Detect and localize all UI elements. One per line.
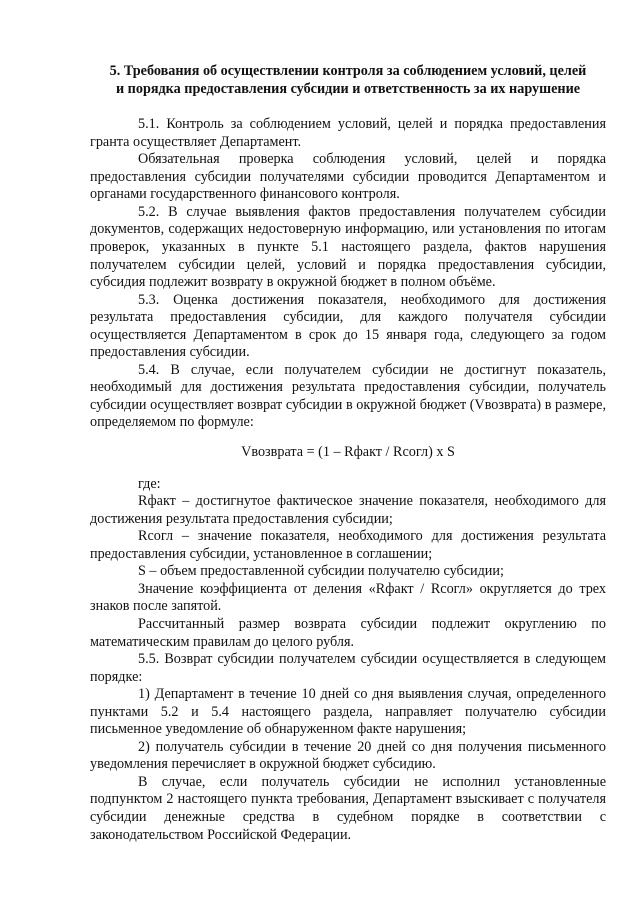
paragraph-5-3: 5.3. Оценка достижения показателя, необходимого для достижения результата предоставления субсидии, для каждого получателя субсидии осуществляется Департаментом в срок до 15 января года, следующего за годом предоставления субсидии. (90, 291, 606, 361)
paragraph-5-2: 5.2. В случае выявления фактов предоставления получателем субсидии документов, содержащих недостоверную информацию, или установления по итогам проверок, указанных в пункте 5.1 настоящего раздела, фактов нарушения получателем субсидии целей, условий и порядка предоставления субсидии, субсидия подлежит возврату в окружной бюджет в полном объёме. (90, 203, 606, 291)
paragraph-5-1: 5.1. Контроль за соблюдением условий, целей и порядка предоставления гранта осуществляет Департамент. (90, 116, 606, 150)
paragraph-enforcement: В случае, если получатель субсидии не исполнил установленные подпунктом 2 настоящего пункта требования, Департамент взыскивает с получателя субсидии денежные средства в судебном порядке в соответствии с законодательством Российской Федерации. (90, 773, 606, 843)
paragraph-r-fact: Rфакт – достигнутое фактическое значение показателя, необходимого для достижения результата предоставления субсидии; (90, 493, 606, 527)
paragraph-step-1: 1) Департамент в течение 10 дней со дня выявления случая, определенного пунктами 5.2 и 5.4 настоящего раздела, направляет получателю субсидии письменное уведомление об обнаруженном факте нарушения; (90, 686, 606, 738)
paragraph-s-volume: S – объем предоставленной субсидии получателю субсидии; (138, 563, 504, 580)
paragraph-5-5: 5.5. Возврат субсидии получателем субсидии осуществляется в следующем порядке: (90, 651, 606, 685)
paragraph-r-agreed: Rсогл – значение показателя, необходимого для достижения результата предоставления субсидии, установленное в соглашении; (90, 528, 606, 562)
section-heading-line-1: 5. Требования об осуществлении контроля за соблюдением условий, целей (109, 63, 587, 79)
refund-formula: Vвозврата = (1 – Rфакт / Rсогл) x S (241, 444, 455, 461)
paragraph-5-4: 5.4. В случае, если получателем субсидии не достигнут показатель, необходимый для достижения результата предоставления субсидии, получатель субсидии осуществляет возврат субсидии в окружной бюджет (Vвозврата) в размере, определяемом по формуле: (90, 361, 606, 431)
section-heading (90, 63, 606, 98)
paragraph-coefficient-rounding: Значение коэффициента от деления «Rфакт / Rсогл» округляется до трех знаков после запятой. (90, 580, 606, 615)
section-heading-line-2: и порядка предоставления субсидии и ответственность за их нарушение (115, 80, 581, 97)
paragraph-step-2: 2) получатель субсидии в течение 20 дней со дня получения письменного уведомления перечисляет в окружной бюджет субсидию. (90, 738, 606, 773)
paragraph-mandatory-check: Обязательная проверка соблюдения условий, целей и порядка предоставления субсидии получателями субсидии проводится Департаментом и органами государственного финансового контроля. (90, 151, 606, 203)
document-body (90, 116, 606, 844)
paragraph-where: где: (138, 475, 161, 492)
paragraph-amount-rounding: Рассчитанный размер возврата субсидии подлежит округлению по математическим правилам до целого рубля. (90, 615, 606, 650)
